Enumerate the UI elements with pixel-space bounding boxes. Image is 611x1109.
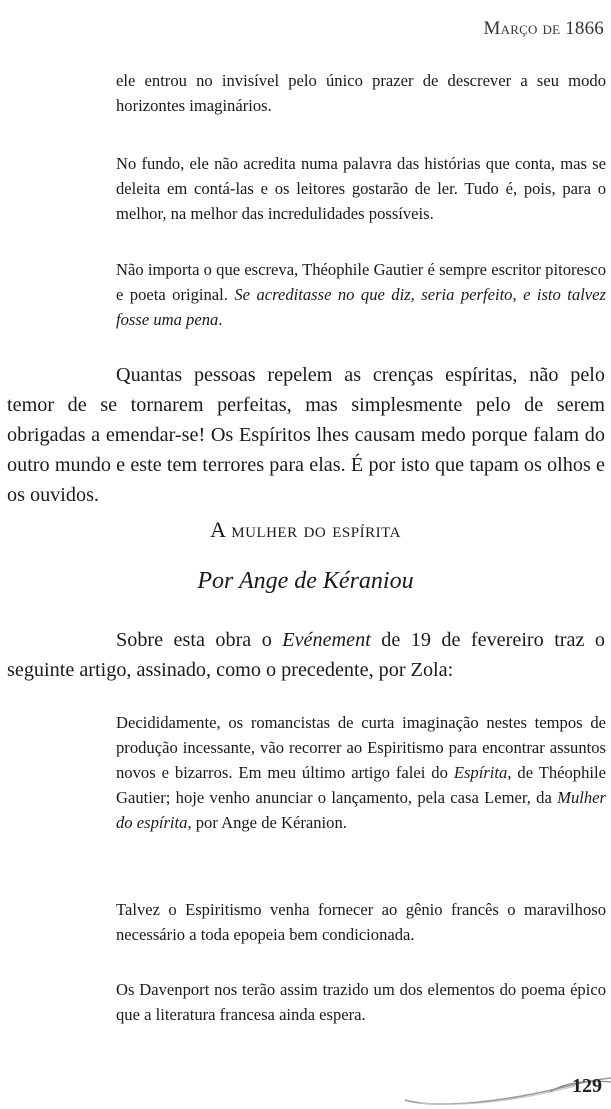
section-author: Por Ange de Kéraniou xyxy=(197,568,414,594)
quote-text: . xyxy=(218,310,223,329)
quote-text: Decididamente, os romancistas de curta imaginação nestes tempos de produção incessante, vão recorrer ao Espiritismo para encontrar assuntos novos e bizarros. Em meu último artigo falei do xyxy=(116,713,606,782)
body-paragraph: Quantas pessoas repelem as crenças espíritas, não pelo temor de se tornarem perfeitas, mas simplesmente pelo de serem obrigadas a emendar-se! Os Espíritos lhes causam medo porque falam do outro mundo e este tem terrores para elas. É por isto que tapam os olhos e os ouvidos. xyxy=(7,364,605,506)
body-text: de 19 de fevereiro traz o seguinte artigo, assinado, como o precedente, por Zola: xyxy=(7,629,605,681)
quote-paragraph xyxy=(116,710,606,835)
body-text: Sobre esta obra o xyxy=(116,629,283,651)
quote-italic-text: Se acreditasse no que diz, seria perfeito, e isto talvez fosse uma pena xyxy=(116,285,606,329)
publication-title: Evénement xyxy=(282,629,371,651)
quote-text: , de Théophile Gautier; hoje venho anunciar o lançamento, pela casa Lemer, da xyxy=(116,763,606,807)
quote-text: , por Ange de Kéranion. xyxy=(187,813,347,832)
quote-paragraph: No fundo, ele não acredita numa palavra das histórias que conta, mas se deleita em contá-las e os leitores gostarão de ler. Tudo é, pois, para o melhor, na melhor das incredulidades possíveis. xyxy=(116,154,606,223)
body-paragraph xyxy=(7,625,605,685)
book-title: Espírita xyxy=(453,763,508,782)
section-title: A mulher do espírita xyxy=(210,517,401,542)
quote-paragraph: Os Davenport nos terão assim trazido um dos elementos do poema épico que a literatura francesa ainda espera. xyxy=(116,980,606,1024)
quote-paragraph: ele entrou no invisível pelo único prazer de descrever a seu modo horizontes imaginários. xyxy=(116,71,606,115)
running-header: Março de 1866 xyxy=(483,18,604,39)
quote-paragraph: Talvez o Espiritismo venha fornecer ao gênio francês o maravilhoso necessário a toda epopeia bem condicionada. xyxy=(116,900,606,944)
page-number: 129 xyxy=(572,1075,602,1097)
quote-paragraph xyxy=(116,257,606,332)
book-title: Mulher do espírita xyxy=(116,788,606,832)
quote-text: Não importa o que escreva, Théophile Gautier é sempre escritor pitoresco e poeta original. xyxy=(116,260,606,304)
